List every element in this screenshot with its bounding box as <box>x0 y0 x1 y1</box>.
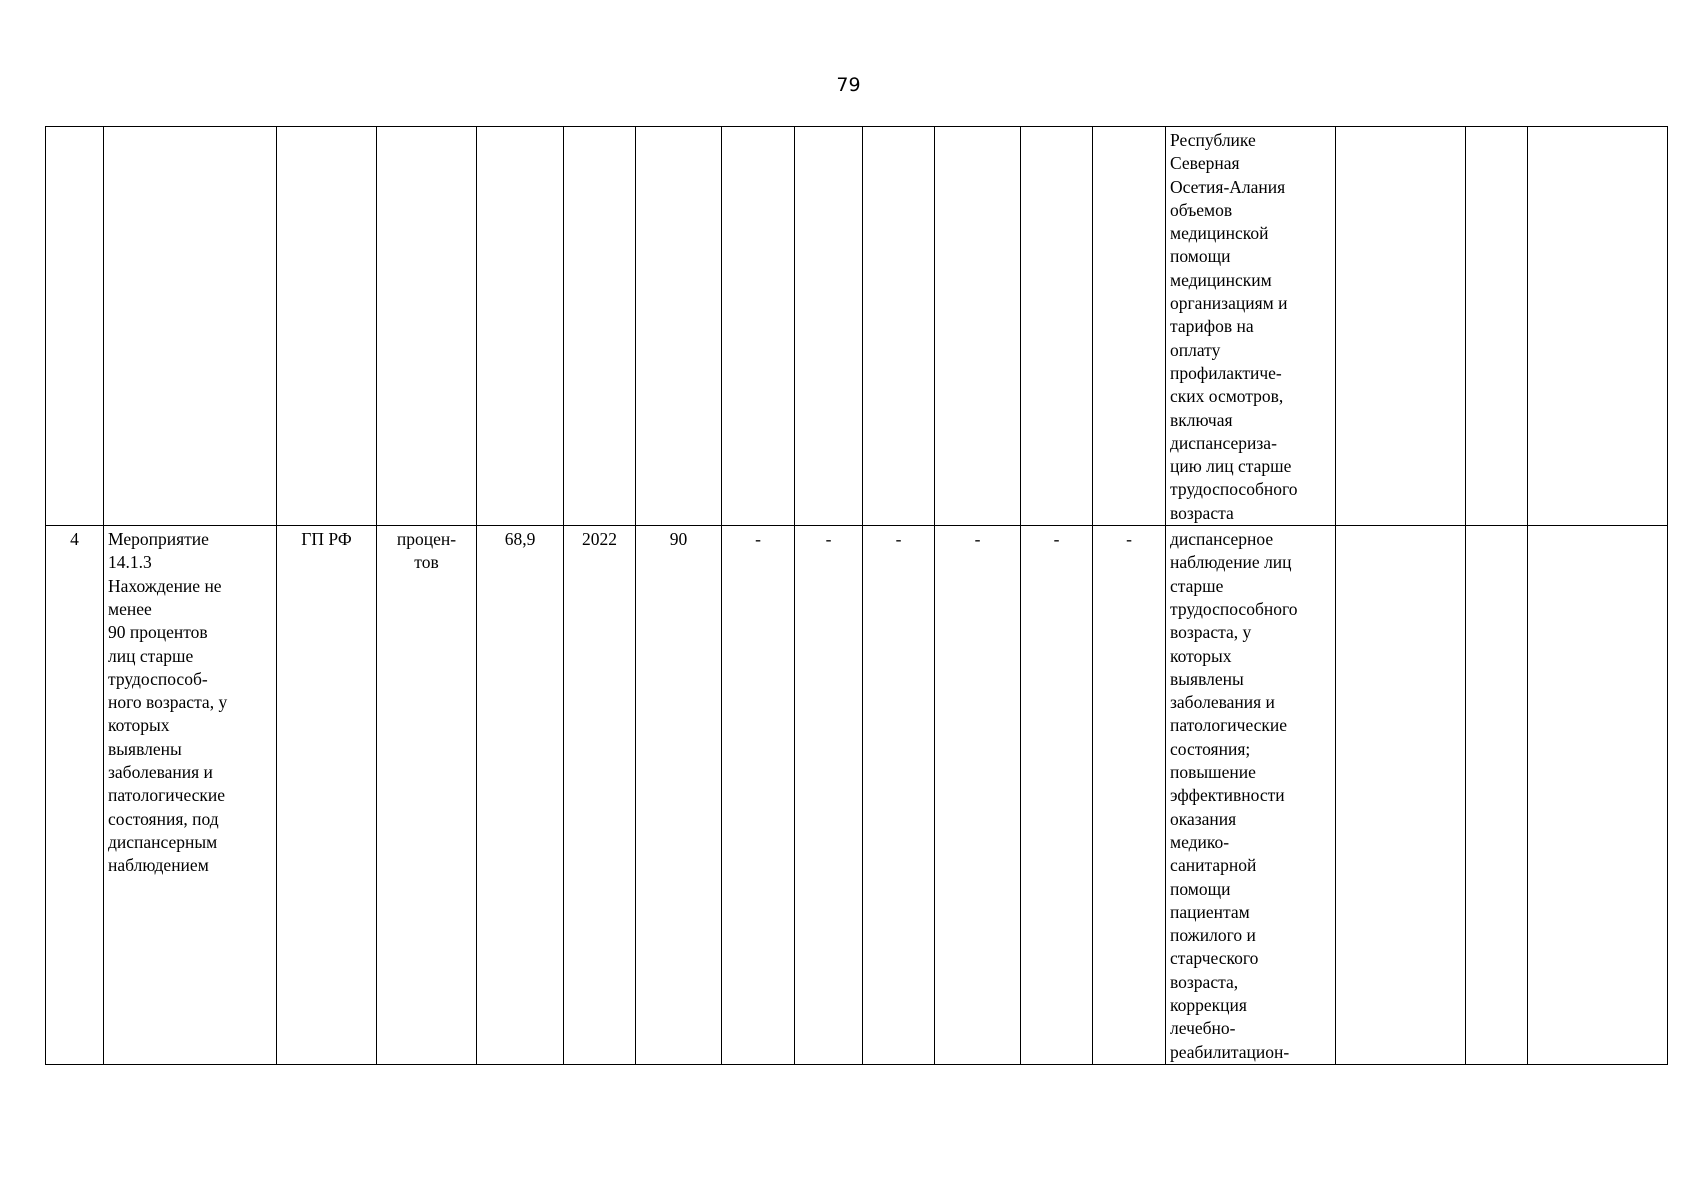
cell-source: ГП РФ <box>277 526 377 1065</box>
cell-name: Мероприятие 14.1.3 Нахождение не менее 90 процентов лиц старше трудоспособ- ного возраста, у которых выявлены заболевания и патологические состояния, под диспансерным наблюдением <box>104 526 277 1065</box>
cell-result-text: Республике Северная Осетия-Алания объемов медицинской помощи медицинским организациям и тарифов на оплату профилактиче- ских осмотров, включая диспансериза- цию лиц старше трудоспособного возраста <box>1166 127 1336 526</box>
table-row-4 <box>46 526 1668 1065</box>
cell-extra-2 <box>1528 526 1668 1065</box>
cell-value-2 <box>722 127 795 526</box>
cell-responsible <box>1336 526 1466 1065</box>
cell-value-3: - <box>795 526 863 1065</box>
cell-unit: процен- тов <box>377 526 477 1065</box>
data-table <box>45 126 1668 1065</box>
cell-base-year <box>564 127 636 526</box>
cell-responsible <box>1336 127 1466 526</box>
cell-unit <box>377 127 477 526</box>
cell-source <box>277 127 377 526</box>
cell-value-5 <box>935 127 1021 526</box>
table-row-continuation <box>46 127 1668 526</box>
cell-base-year: 2022 <box>564 526 636 1065</box>
cell-value-5: - <box>935 526 1021 1065</box>
cell-value-6: - <box>1021 526 1093 1065</box>
cell-value-6 <box>1021 127 1093 526</box>
cell-value-4: - <box>863 526 935 1065</box>
cell-extra-1 <box>1466 526 1528 1065</box>
cell-value-1: 90 <box>636 526 722 1065</box>
cell-result-text: диспансерное наблюдение лиц старше трудоспособного возраста, у которых выявлены заболевания и патологические состояния; повышение эффективности оказания медико- санитарной помощи пациентам пожилого и старческого возраста, коррекция лечебно- реабилитацион- <box>1166 526 1336 1065</box>
cell-number <box>46 127 104 526</box>
cell-base-value <box>477 127 564 526</box>
cell-value-2: - <box>722 526 795 1065</box>
cell-number: 4 <box>46 526 104 1065</box>
cell-value-4 <box>863 127 935 526</box>
cell-extra-1 <box>1466 127 1528 526</box>
cell-extra-2 <box>1528 127 1668 526</box>
cell-value-7 <box>1093 127 1166 526</box>
cell-name <box>104 127 277 526</box>
cell-value-7: - <box>1093 526 1166 1065</box>
cell-value-3 <box>795 127 863 526</box>
page-number: 79 <box>836 74 861 96</box>
cell-base-value: 68,9 <box>477 526 564 1065</box>
cell-value-1 <box>636 127 722 526</box>
